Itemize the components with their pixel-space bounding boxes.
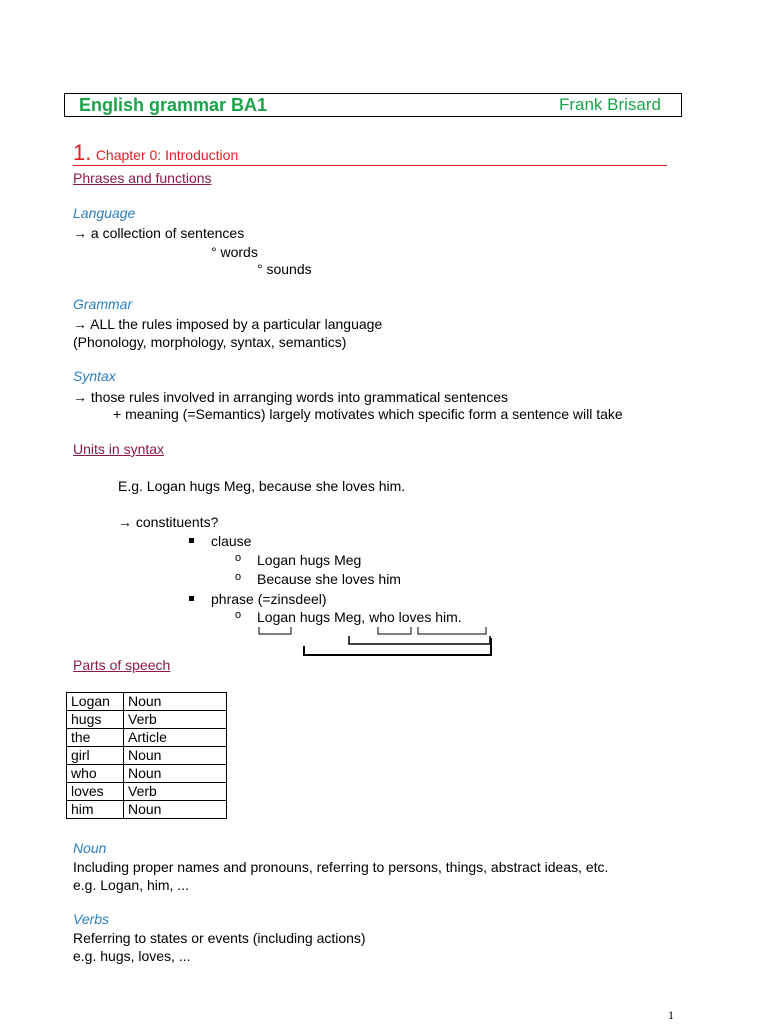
table-row [67, 783, 227, 801]
document-author: Frank Brisard [558, 95, 661, 114]
term-syntax: Syntax [73, 368, 116, 384]
circle-bullet-icon: o [235, 609, 242, 621]
chapter-title: Chapter 0: Introduction [95, 147, 239, 163]
chapter-number: 1. [73, 140, 92, 165]
table-cell-word: girl [67, 747, 124, 765]
term-verbs: Verbs [73, 911, 110, 927]
circle-bullet-icon: o [235, 552, 242, 564]
document-header [64, 93, 682, 117]
table-cell-word: Logan [67, 693, 124, 711]
term-noun: Noun [73, 840, 107, 856]
section-phrases-functions: Phrases and functions [73, 170, 212, 186]
noun-line-2: e.g. Logan, him, ... [73, 877, 189, 893]
bracket-vp [349, 636, 490, 644]
table-row [67, 711, 227, 729]
clause-item: Logan hugs Meg [257, 552, 362, 568]
noun-line-1: Including proper names and pronouns, referring to persons, things, abstract ideas, etc. [73, 859, 609, 875]
table-cell-word: hugs [67, 711, 124, 729]
parts-of-speech-table [66, 692, 227, 819]
phrase-item: Logan hugs Meg, who loves him. [257, 609, 462, 625]
verbs-line-1: Referring to states or events (including actions) [73, 930, 366, 946]
units-phrase: phrase (=zinsdeel) [211, 591, 327, 607]
table-cell-category: Verb [124, 711, 227, 729]
table-row [67, 747, 227, 765]
table-row [67, 729, 227, 747]
bracket-logan [259, 627, 291, 634]
table-cell-category: Noun [124, 693, 227, 711]
grammar-line-2: (Phonology, morphology, syntax, semantics) [73, 334, 347, 350]
term-grammar: Grammar [73, 296, 133, 312]
table-cell-word: the [67, 729, 124, 747]
table-cell-category: Noun [124, 801, 227, 819]
table-cell-category: Noun [124, 765, 227, 783]
bullet-icon [189, 538, 194, 543]
table-cell-word: him [67, 801, 124, 819]
table-row [67, 765, 227, 783]
clause-item: Because she loves him [257, 571, 401, 587]
units-constituents: → constituents? [118, 514, 219, 530]
term-language: Language [73, 205, 136, 221]
verbs-line-2: e.g. hugs, loves, ... [73, 948, 191, 964]
table-cell-word: loves [67, 783, 124, 801]
section-units-in-syntax: Units in syntax [73, 441, 165, 457]
bracket-sentence [304, 638, 491, 655]
language-line-2: ° words [211, 244, 258, 260]
syntax-line-1: → those rules involved in arranging words into grammatical sentences [73, 389, 508, 405]
bracket-meg [378, 627, 411, 634]
table-cell-category: Noun [124, 747, 227, 765]
chapter-heading [73, 142, 667, 166]
language-line-1: → a collection of sentences [73, 225, 245, 241]
language-line-3: ° sounds [257, 261, 312, 277]
table-cell-category: Verb [124, 783, 227, 801]
page-number: 1 [668, 1008, 674, 1022]
table-cell-word: who [67, 765, 124, 783]
syntax-line-2: + meaning (=Semantics) largely motivates which specific form a sentence will take [113, 406, 623, 422]
units-example: E.g. Logan hugs Meg, because she loves him. [118, 478, 406, 494]
table-cell-category: Article [124, 729, 227, 747]
constituent-bracket-diagram [250, 624, 500, 660]
grammar-line-1: → ALL the rules imposed by a particular language [73, 316, 383, 332]
table-row [67, 693, 227, 711]
bracket-who-loves-him [418, 627, 486, 634]
units-clause: clause [211, 533, 252, 549]
circle-bullet-icon: o [235, 571, 242, 583]
section-parts-of-speech: Parts of speech [73, 657, 171, 673]
table-row [67, 801, 227, 819]
bullet-icon [189, 596, 194, 601]
document-title: English grammar BA1 [79, 95, 268, 115]
